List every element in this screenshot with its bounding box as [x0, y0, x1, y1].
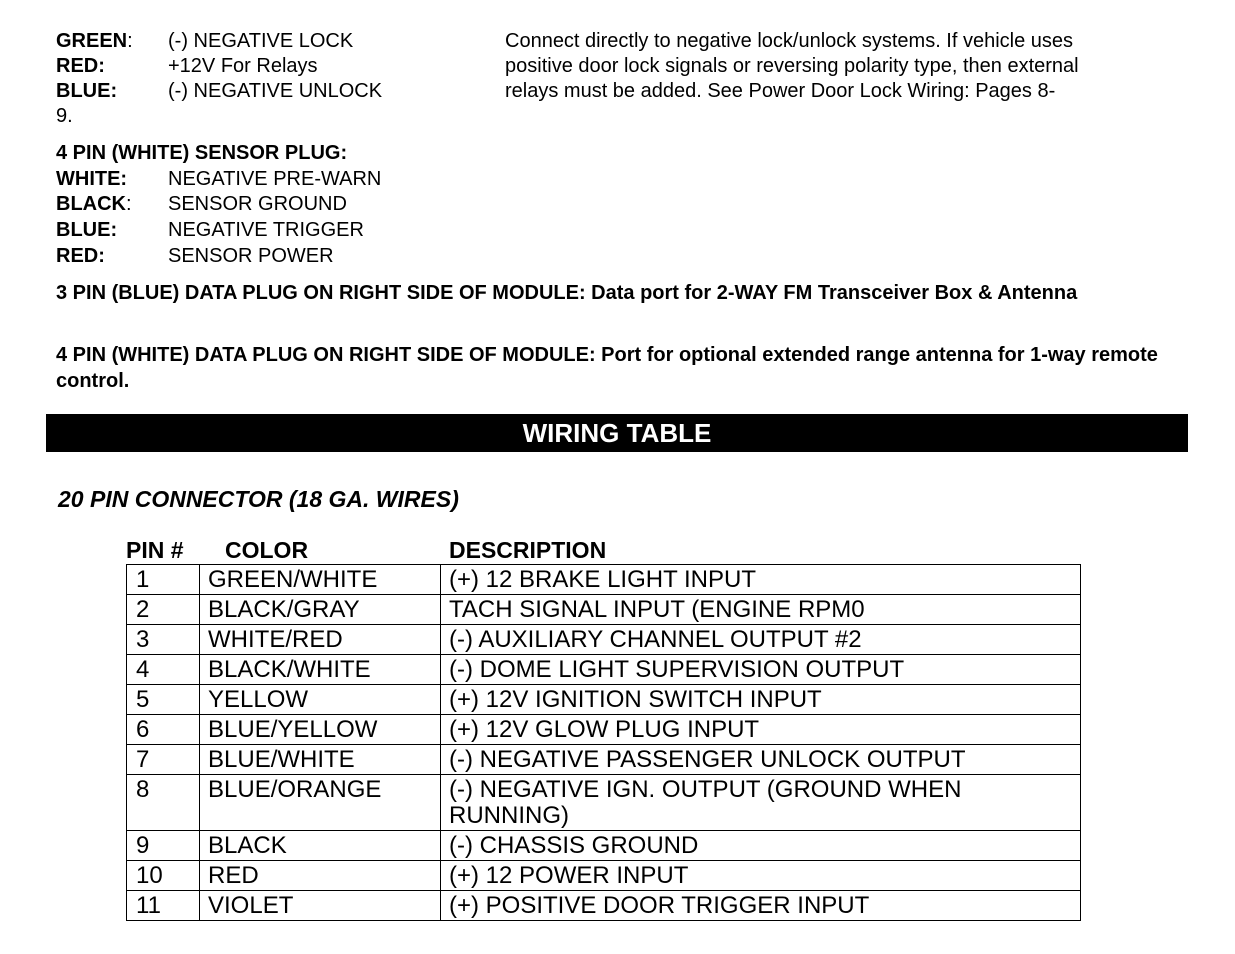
pin-cell: 1	[127, 565, 200, 595]
wiring-table	[126, 564, 1081, 921]
description-cell: TACH SIGNAL INPUT (ENGINE RPM0	[441, 595, 1081, 625]
description-cell: (+) 12V GLOW PLUG INPUT	[441, 715, 1081, 745]
color-cell: BLACK/WHITE	[200, 655, 441, 685]
wire-label: RED:	[56, 245, 105, 267]
color-cell: YELLOW	[200, 685, 441, 715]
pin-cell: 7	[127, 745, 200, 775]
table-row	[127, 685, 1081, 715]
description-cell: (+) POSITIVE DOOR TRIGGER INPUT	[441, 891, 1081, 921]
description-cell: (-) NEGATIVE PASSENGER UNLOCK OUTPUT	[441, 745, 1081, 775]
color-cell: BLUE/ORANGE	[200, 775, 441, 831]
color-cell: BLUE/YELLOW	[200, 715, 441, 745]
table-row	[127, 831, 1081, 861]
lock-note-line: positive door lock signals or reversing polarity type, then external	[505, 55, 1079, 77]
description-cell: (+) 12V IGNITION SWITCH INPUT	[441, 685, 1081, 715]
data-plug-white-note: 4 PIN (WHITE) DATA PLUG ON RIGHT SIDE OF MODULE: Port for optional extended range antenna for 1-way remote control.	[56, 344, 1158, 392]
description-cell: (-) DOME LIGHT SUPERVISION OUTPUT	[441, 655, 1081, 685]
wire-desc: (-) NEGATIVE UNLOCK	[168, 80, 383, 102]
table-row	[127, 655, 1081, 685]
color-cell: WHITE/RED	[200, 625, 441, 655]
wire-desc: NEGATIVE TRIGGER	[168, 219, 364, 241]
table-row	[127, 595, 1081, 625]
description-cell: (-) NEGATIVE IGN. OUTPUT (GROUND WHEN RUNNING)	[441, 775, 1081, 831]
wire-label: BLUE:	[56, 80, 118, 102]
header-description: DESCRIPTION	[449, 537, 607, 563]
wire-desc: SENSOR POWER	[168, 245, 334, 267]
color-cell: RED	[200, 861, 441, 891]
pin-cell: 8	[127, 775, 200, 831]
lock-note-overflow: 9.	[56, 105, 73, 127]
pin-cell: 2	[127, 595, 200, 625]
wire-desc: SENSOR GROUND	[168, 193, 347, 215]
wire-label: GREEN	[56, 30, 128, 52]
color-cell: BLUE/WHITE	[200, 745, 441, 775]
wire-label-sep: :	[127, 30, 133, 52]
header-color: COLOR	[225, 537, 309, 563]
description-cell: (+) 12 POWER INPUT	[441, 861, 1081, 891]
lock-note-line: relays must be added. See Power Door Lock Wiring: Pages 8-	[505, 80, 1056, 102]
color-cell: BLACK/GRAY	[200, 595, 441, 625]
wire-desc: NEGATIVE PRE-WARN	[168, 168, 382, 190]
table-row	[127, 565, 1081, 595]
description-cell: (+) 12 BRAKE LIGHT INPUT	[441, 565, 1081, 595]
wire-label: BLACK	[56, 193, 126, 215]
pin-cell: 10	[127, 861, 200, 891]
wire-label-sep: :	[126, 193, 132, 215]
wiring-table-banner: WIRING TABLE	[46, 414, 1188, 452]
table-row	[127, 861, 1081, 891]
sensor-plug-title: 4 PIN (WHITE) SENSOR PLUG:	[56, 142, 348, 164]
color-cell: BLACK	[200, 831, 441, 861]
table-row	[127, 891, 1081, 921]
pin-cell: 4	[127, 655, 200, 685]
color-cell: GREEN/WHITE	[200, 565, 441, 595]
lock-note	[505, 29, 1195, 104]
lock-note-line: Connect directly to negative lock/unlock systems. If vehicle uses	[505, 30, 1074, 52]
description-cell: (-) CHASSIS GROUND	[441, 831, 1081, 861]
pin-cell: 11	[127, 891, 200, 921]
table-row	[127, 745, 1081, 775]
table-row	[127, 625, 1081, 655]
color-cell: VIOLET	[200, 891, 441, 921]
connector-title: 20 PIN CONNECTOR (18 GA. WIRES)	[58, 486, 459, 512]
wire-desc: (-) NEGATIVE LOCK	[168, 30, 354, 52]
table-row	[127, 775, 1081, 831]
header-pin: PIN #	[126, 537, 184, 563]
description-cell: (-) AUXILIARY CHANNEL OUTPUT #2	[441, 625, 1081, 655]
table-row	[127, 715, 1081, 745]
pin-cell: 5	[127, 685, 200, 715]
wire-label: BLUE:	[56, 219, 118, 241]
wire-label: WHITE:	[56, 168, 128, 190]
pin-cell: 6	[127, 715, 200, 745]
data-plug-blue-note: 3 PIN (BLUE) DATA PLUG ON RIGHT SIDE OF MODULE: Data port for 2-WAY FM Transceiver Box & Antenna	[56, 282, 1078, 304]
wire-label: RED:	[56, 55, 105, 77]
pin-cell: 9	[127, 831, 200, 861]
pin-cell: 3	[127, 625, 200, 655]
wire-desc: +12V For Relays	[168, 55, 318, 77]
